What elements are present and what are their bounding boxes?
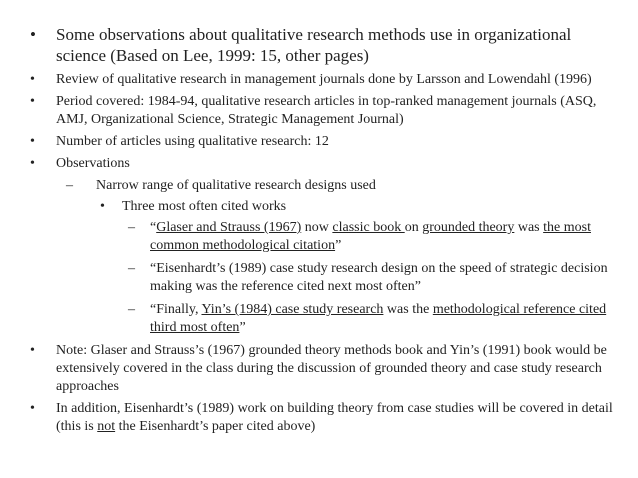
underlined-text: the most common methodological citation	[150, 220, 591, 253]
bullet-marker: •	[30, 343, 35, 358]
underlined-text: classic book	[332, 220, 405, 235]
bullet-marker: •	[30, 25, 36, 44]
item-text: In addition, Eisenhardt’s (1989) work on building theory from case studies will be covered in detail (this is not the Eisenhardt’s paper cited above)	[56, 401, 613, 434]
item-text: Review of qualitative research in management journals done by Larsson and Lowendahl (1996)	[56, 72, 592, 87]
underlined-text: methodological reference cited third most often	[150, 302, 607, 335]
dash-marker: –	[128, 302, 135, 317]
bullet-marker: •	[30, 94, 35, 109]
subbullet-item-three-works	[30, 198, 618, 216]
bullet-item-article-count	[30, 133, 618, 151]
bullet-marker: •	[30, 401, 35, 416]
dash-marker: –	[66, 178, 73, 193]
underlined-text: Glaser and Strauss (1967)	[156, 220, 302, 235]
item-text: Some observations about qualitative research methods use in organizational science (Based on Lee, 1999: 15, other pages)	[56, 25, 572, 65]
subbullet-item-yin	[30, 301, 618, 337]
bullet-item-in-addition	[30, 400, 618, 436]
bullet-marker: •	[30, 156, 35, 171]
item-text: “Glaser and Strauss (1967) now classic book on grounded theory was the most common methodological citation”	[150, 220, 591, 253]
item-text: Period covered: 1984-94, qualitative research articles in top-ranked management journals (ASQ, AMJ, Organizational Science, Strategic Management Journal)	[56, 94, 597, 127]
item-text: Observations	[56, 156, 130, 171]
item-text: Three most often cited works	[122, 199, 287, 214]
dash-marker: –	[128, 220, 135, 235]
bullet-item-observations-intro	[30, 24, 618, 66]
subbullet-item-eisenhardt	[30, 260, 618, 296]
bullet-item-observations	[30, 155, 618, 173]
item-text: Narrow range of qualitative research designs used	[96, 178, 376, 193]
bullet-item-note	[30, 342, 618, 396]
item-text: Note: Glaser and Strauss’s (1967) grounded theory methods book and Yin’s (1991) book would be extensively covered in the class during the discussion of grounded theory and case study research approaches	[56, 343, 607, 394]
dash-marker: –	[128, 261, 135, 276]
item-text: “Finally, Yin’s (1984) case study research was the methodological reference cited third most often”	[150, 302, 607, 335]
subbullet-item-glaser-strauss	[30, 219, 618, 255]
bullet-marker: •	[100, 199, 105, 214]
bullet-marker: •	[30, 134, 35, 149]
bullet-marker: •	[30, 72, 35, 87]
subbullet-item-narrow-range	[30, 177, 618, 195]
item-text: Number of articles using qualitative research: 12	[56, 134, 329, 149]
bullet-item-review	[30, 71, 618, 89]
underlined-text: not	[97, 419, 116, 434]
item-text: “Eisenhardt’s (1989) case study research design on the speed of strategic decision making was the reference cited next most often”	[150, 261, 608, 294]
underlined-text: Yin’s (1984) case study research	[201, 302, 384, 317]
bullet-item-period	[30, 93, 618, 129]
underlined-text: grounded theory	[422, 220, 515, 235]
